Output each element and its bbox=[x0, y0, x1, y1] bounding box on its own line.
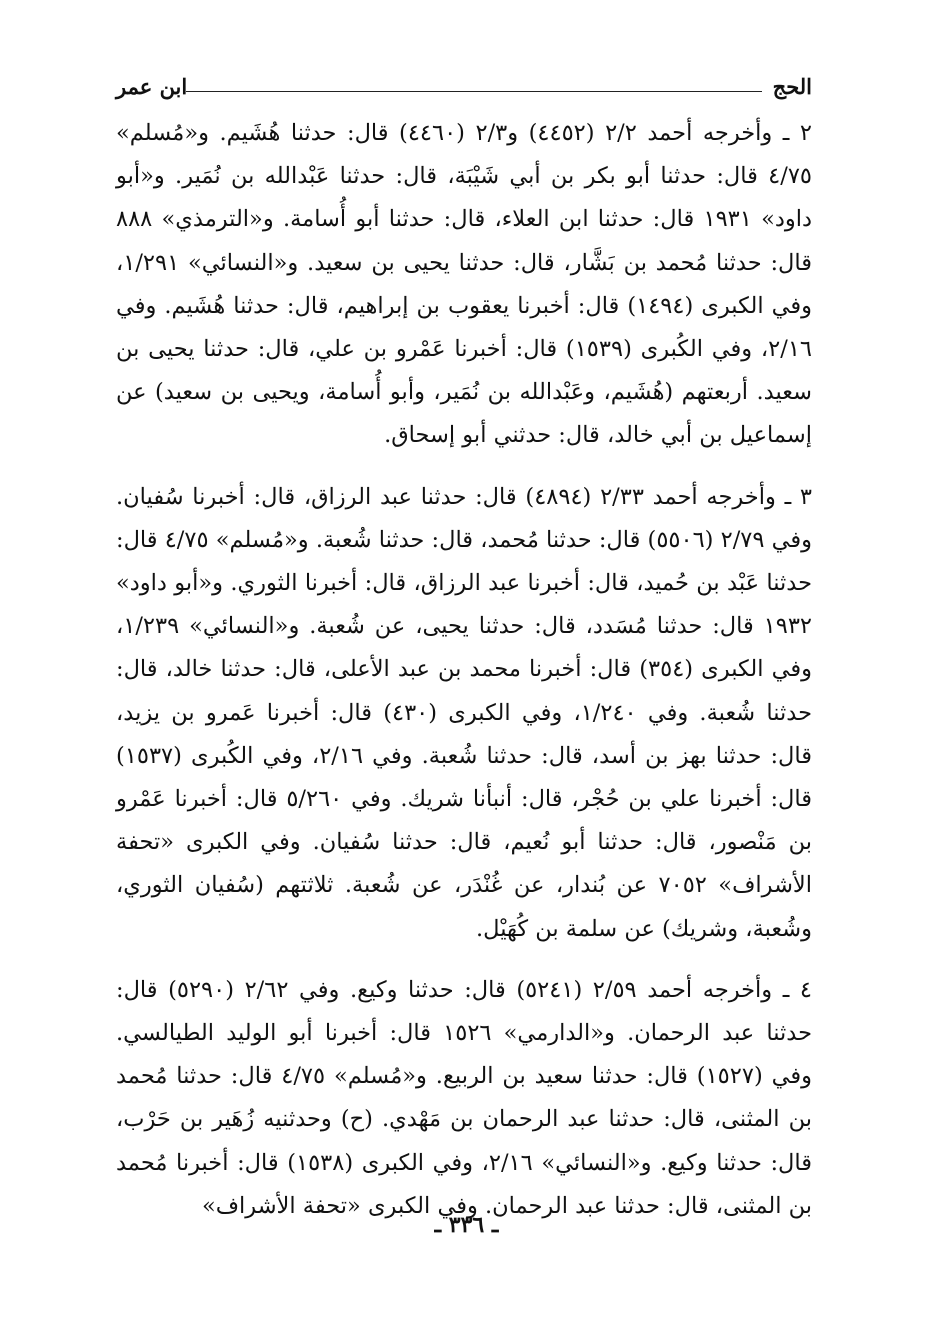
paragraph-4: ٤ ـ وأخرجه أحمد ٢/٥٩ (٥٢٤١) قال: حدثنا وكيع. وفي ٢/٦٢ (٥٢٩٠) قال: حدثنا عبد الرحمان. و«الدارمي» ١٥٢٦ قال: أخبرنا أبو الوليد الطيالسي. وفي (١٥٢٧) قال: حدثنا سعيد بن الربيع. و«مُسلم» ٤/٧٥ قال: حدثنا مُحمد بن المثنى، قال: حدثنا عبد الرحمان بن مَهْدي. (ح) وحدثنيه زُهَير بن حَرْب، قال: حدثنا وكيع. و«النسائي» ٢/١٦، وفي الكبرى (١٥٣٨) قال: أخبرنا مُحمد بن المثنى، قال: حدثنا عبد الرحمان. وفي الكبرى «تحفة الأشراف» bbox=[116, 976, 812, 1219]
paragraph-3: ٣ ـ وأخرجه أحمد ٢/٣٣ (٤٨٩٤) قال: حدثنا عبد الرزاق، قال: أخبرنا سُفيان. وفي ٢/٧٩ (٥٥٠٦) قال: حدثنا مُحمد، قال: حدثنا شُعبة. و«مُسلم» ٤/٧٥ قال: حدثنا عَبْد بن حُميد، قال: أخبرنا عبد الرزاق، قال: أخبرنا الثوري. و«أبو داود» ١٩٣٢ قال: حدثنا مُسَدد، قال: حدثنا يحيى، عن شُعبة. و«النسائي» ١/٢٣٩، وفي الكبرى (٣٥٤) قال: أخبرنا محمد بن عبد الأعلى، قال: حدثنا خالد، قال: حدثنا شُعبة. وفي ١/٢٤٠، وفي الكبرى (٤٣٠) قال: أخبرنا عَمرو بن يزيد، قال: حدثنا بهز بن أسد، قال: حدثنا شُعبة. وفي ٢/١٦، وفي الكُبرى (١٥٣٧) قال: أخبرنا علي بن حُجْر، قال: أنبأنا شريك. وفي ٥/٢٦٠ قال: أخبرنا عَمْرو بن مَنْصور، قال: حدثنا أبو نُعيم، قال: حدثنا سُفيان. وفي الكبرى «تحفة الأشراف» ٧٠٥٢ عن بُندار، عن غُنْدَر، عن شُعبة. ثلاثتهم (سُفيان الثوري، وشُعبة، وشريك) عن سلمة بن كُهَيْل. bbox=[116, 483, 813, 942]
paragraph-2: ٢ ـ وأخرجه أحمد ٢/٢ (٤٤٥٢) و٢/٣ (٤٤٦٠) قال: حدثنا هُشَيم. و«مُسلم» ٤/٧٥ قال: حدثنا أبو بكر بن أبي شَيْبَة، قال: حدثنا عَبْدالله بن نُمَير. و«أبو داود» ١٩٣١ قال: حدثنا ابن العلاء، قال: حدثنا أبو أُسامة. و«الترمذي» ٨٨٨ قال: حدثنا مُحمد بن بَشَّار، قال: حدثنا يحيى بن سعيد. و«النسائي» ١/٢٩١، وفي الكبرى (١٤٩٤) قال: أخبرنا يعقوب بن إبراهيم، قال: حدثنا هُشَيم. وفي ٢/١٦، وفي الكُبرى (١٥٣٩) قال: أخبرنا عَمْرو بن علي، قال: حدثنا يحيى بن سعيد. أربعتهم (هُشَيم، وعَبْدالله بن نُمَير، وأبو أُسامة، ويحيى بن سعيد) عن إسماعيل بن أبي خالد، قال: حدثني أبو إسحاق. bbox=[116, 120, 813, 449]
header-rule bbox=[186, 91, 762, 92]
narrator-title: ابن عمر bbox=[116, 74, 188, 99]
running-header bbox=[116, 70, 812, 104]
main-text bbox=[116, 112, 812, 1246]
page-number: ـ ٣٣٦ ـ bbox=[434, 1212, 499, 1238]
chapter-title: الحج bbox=[772, 74, 812, 99]
